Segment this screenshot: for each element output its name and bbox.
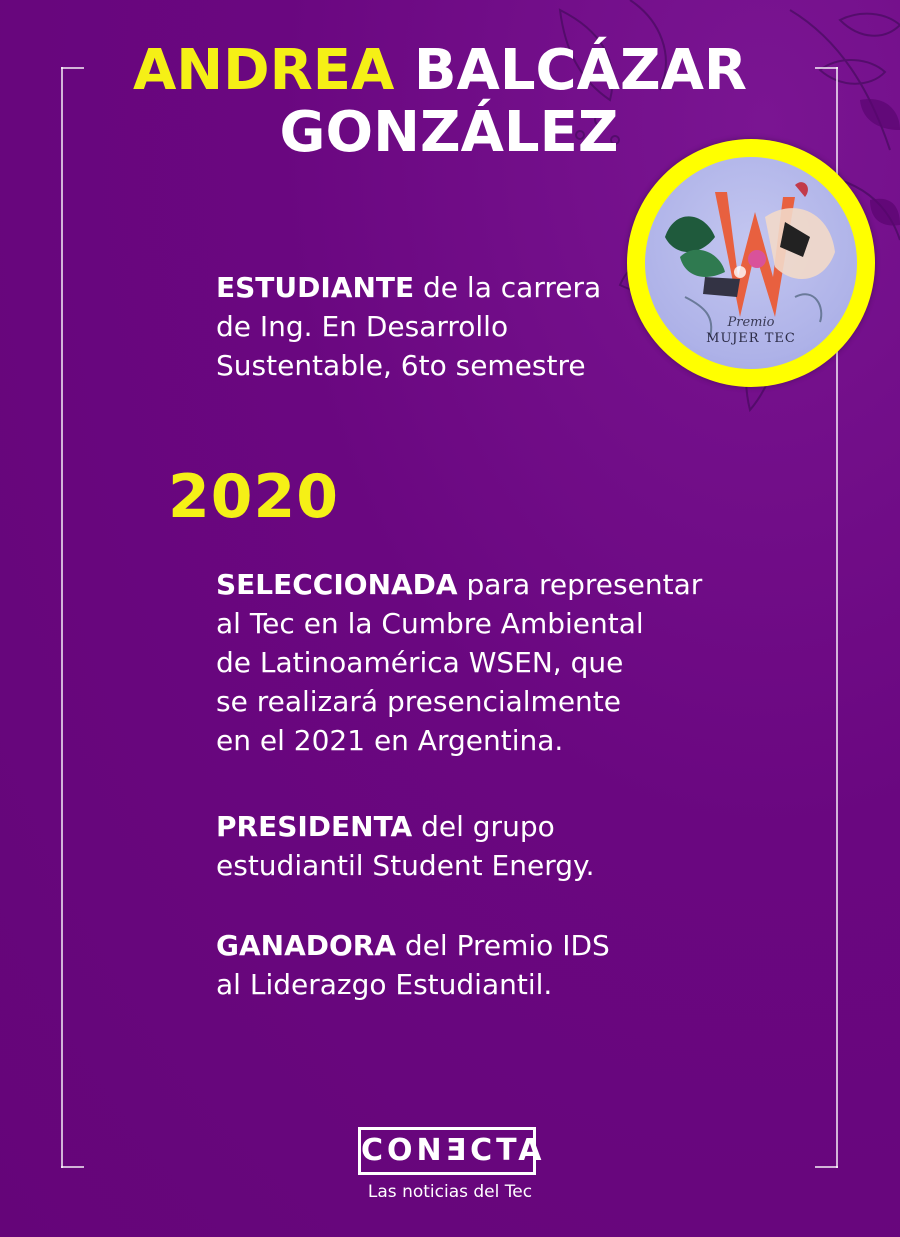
- achievement-winner: [216, 926, 610, 1004]
- last-name-2: GONZÁLEZ: [279, 100, 619, 165]
- achievement-president: [216, 807, 595, 885]
- conecta-tagline: Las noticias del Tec: [367, 1182, 533, 1202]
- achievement-selected: [216, 565, 702, 760]
- premio-mujer-tec-badge: [627, 139, 875, 387]
- first-name: ANDREA: [132, 38, 395, 103]
- item-1-lead: SELECCIONADA: [216, 568, 458, 601]
- last-name-1: BALCÁZAR: [413, 38, 748, 103]
- intro-line-1: de la carrera: [414, 271, 602, 304]
- badge-inner: [645, 157, 857, 369]
- item-1-line-3: de Latinoamérica WSEN, que: [216, 646, 624, 679]
- item-1-line-5: en el 2021 en Argentina.: [216, 724, 564, 757]
- item-2-lead: PRESIDENTA: [216, 810, 413, 843]
- intro-line-2: de Ing. En Desarrollo: [216, 310, 509, 343]
- item-2-line-2: estudiantil Student Energy.: [216, 849, 595, 882]
- intro-paragraph: [216, 268, 601, 385]
- intro-line-3: Sustentable, 6to semestre: [216, 349, 586, 382]
- item-3-line-2: al Liderazgo Estudiantil.: [216, 968, 553, 1001]
- intro-lead: ESTUDIANTE: [216, 271, 415, 304]
- item-2-line-1: del grupo: [412, 810, 555, 843]
- year-heading: 2020: [168, 462, 339, 532]
- item-3-lead: GANADORA: [216, 929, 397, 962]
- title-line-1: [0, 40, 890, 102]
- item-1-line-2: al Tec en la Cumbre Ambiental: [216, 607, 644, 640]
- badge-mujer-tec-text: MUJER TEC: [706, 331, 796, 346]
- frame-left-bottom-h: [61, 1166, 84, 1168]
- frame-right-bottom-h: [815, 1166, 838, 1168]
- item-1-line-4: se realizará presencialmente: [216, 685, 622, 718]
- item-1-line-1: para representar: [457, 568, 703, 601]
- item-3-line-1: del Premio IDS: [396, 929, 610, 962]
- frame-left-vertical: [61, 67, 63, 1168]
- badge-premio-text: Premio: [727, 315, 775, 330]
- conecta-logo: CONƎCTA: [358, 1127, 536, 1175]
